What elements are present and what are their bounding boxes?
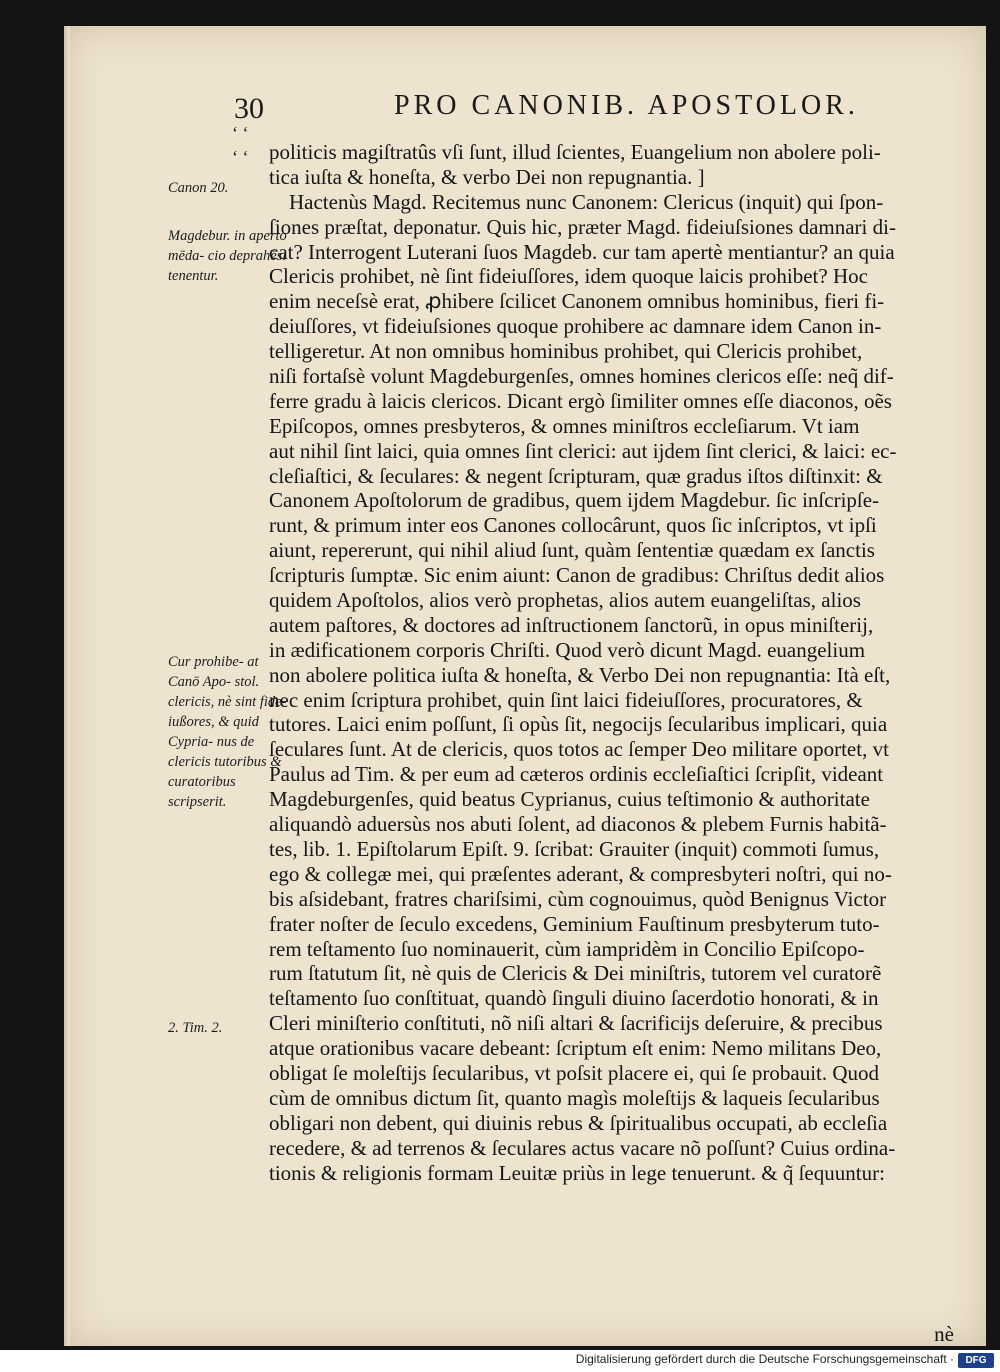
text-line: tica iuſta & honeſta, & verbo Dei non repugnantia. ] [269,164,705,189]
text-line: Hactenùs Magd. Recitemus nunc Canonem: Clericus (inquit) qui ſpon- [289,189,884,214]
text-line: ſcripturis ſumptæ. Sic enim aiunt: Canon de gradibus: Chriſtus dedit alios [269,563,885,588]
margin-note-canon: Canon 20. [168,180,229,196]
text-line: tutores. Laici enim poſſunt, ſi opùs ſit, negocijs ſecularibus implicari, quia [269,712,888,737]
text-line: Cleri miniſterio conſtituti, nõ niſi altari & ſacrificijs deſeruire, & precibus [269,1011,883,1036]
text-line: obligari non debent, qui diuinis rebus & ſpiritualibus occupati, ab eccleſia [269,1110,888,1135]
text-line: aliquandò aduersùs nos abuti ſolent, ad diaconos & plebem Furnis habitã- [269,812,887,837]
quote-mark: ‘ ‘ [232,123,249,143]
text-line: recedere, & ad terrenos & ſeculares actus vacare nõ poſſunt? Cuius ordina- [269,1135,896,1160]
text-line: quidem Apoſtolos, alios verò prophetas, alios autem euangeliſtas, alios [269,588,861,613]
text-line: politicis magiſtratûs vſi ſunt, illud ſcientes, Euangelium non abolere poli- [269,140,881,164]
text-line: Paulus ad Tim. & per eum ad cæteros ordinis eccleſiaſtici ſcripſit, videant [269,762,884,787]
text-line: cat? Interrogent Luterani ſuos Magdeb. cur tam apertè mentiantur? an quia [269,239,895,264]
text-line: in ædificationem corporis Chriſti. Quod verò dicunt Magd. euangelium [269,637,866,662]
text-line: atque orationibus vacare debeant: ſcriptum eſt enim: Nemo militans Deo, [269,1036,882,1061]
main-text [269,140,999,1185]
text-line: aiunt, repererunt, qui nihil aliud ſunt, quàm ſententiæ quædam ex ſanctis [269,538,875,563]
text-line: deiuſſores, vt fideiuſsiones quoque prohibere ac damnare idem Canon in- [269,314,882,339]
book-page [64,26,986,1346]
text-line: nec enim ſcriptura prohibet, quin ſint laici fideiuſſores, procuratores, & [269,687,863,712]
text-line: cleſiaſtici, & ſeculares: & negent ſcripturam, quæ gradus iſtos diſtinxit: & [269,463,883,488]
text-line: tionis & religionis formam Leuitæ priùs in lege tenuerunt. & q̃ ſequuntur: [269,1160,885,1185]
text-line: ego & collegæ mei, qui præſentes aderant, & compresbyteri noſtri, qui no- [269,861,892,886]
text-line: Epiſcopos, omnes presbyteros, & omnes miniſtros eccleſiarum. Vt iam [269,413,860,438]
running-head: PRO CANONIB. APOSTOLOR. [394,90,859,121]
text-line: niſi fortaſsè volunt Magdeburgenſes, omnes homines clericos eſſe: neq̃ dif- [269,364,894,389]
text-line: obligat ſe moleſtijs ſecularibus, vt poſsit placere ei, qui ſe probauit. Quod [269,1060,880,1085]
digitization-footer [0,1350,1000,1372]
text-line: ſeculares ſunt. At de clericis, quos totos ac ſemper Deo militare oportet, vt [269,737,889,762]
dfg-logo: DFG [958,1353,994,1368]
quote-mark: ‘ ‘ [232,147,249,167]
text-line: aut nihil ſint laici, quia omnes ſint clerici: aut ijdem ſint clerici, & laici: ec- [269,438,897,463]
page-header [64,90,986,134]
page-gutter-shadow [64,26,70,1346]
text-line: rum ſtatutum ſit, nè quis de Clericis & Dei miniſtris, tutorem vel curatorẽ [269,961,882,986]
margin-note-magdeburg: Magdebur. in aperto mēda- cio deprahēsi tenentur. [168,228,287,284]
text-line: telligeretur. At non omnibus hominibus prohibet, qui Clericis prohibet, [269,339,863,364]
text-line: runt, & primum inter eos Canones collocârunt, quos ſic inſcriptos, vt ipſi [269,513,877,538]
text-line: enim neceſsè erat, ꝓhibere ſcilicet Canonem omnibus hominibus, fieri fi- [269,289,885,314]
text-line: bis aſsidebant, fratres chariſsimi, cùm cognouimus, quòd Benignus Victor [269,886,887,911]
text-line: tes, lib. 1. Epiſtolarum Epiſt. 9. ſcribat: Grauiter (inquit) commoti ſumus, [269,836,880,861]
text-line: Canonem Apoſtolorum de gradibus, quem ijdem Magdebur. ſic inſcripſe- [269,488,880,513]
text-line: cùm de omnibus dictum ſit, quanto magìs moleſtijs & laqueis ſecularibus [269,1085,880,1110]
footer-credit: Digitalisierung gefördert durch die Deutsche Forschungsgemeinschaft · [575,1352,954,1366]
text-line: Clericis prohibet, nè ſint fideiuſſores, idem quoque laicis prohibet? Hoc [269,264,868,289]
margin-note-cyprian: Cur prohibe- at Canō Apo- stol. clericis, nè sint fide- iußores, & quid Cypria- nus de clericis tutoribus & curatoribus scripserit. [168,654,287,810]
catchword: nè [934,1322,954,1346]
page-number: 30 [234,92,264,125]
text-line: rem teſtamento ſuo nominauerit, cùm iampridèm in Concilio Epiſcopo- [269,936,865,961]
text-line: teſtamento ſuo conſtituat, quandò ſinguli diuino ſacerdotio honorati, & in [269,986,879,1011]
text-line: Magdeburgenſes, quid beatus Cyprianus, cuius teſtimonio & authoritate [269,787,870,812]
margin-note-reference: 2. Tim. 2. [168,1020,223,1036]
text-line: frater noſter de ſeculo excedens, Geminium Fauſtinum presbyterum tuto- [269,911,880,936]
text-line: ferre gradu à laicis clericos. Dicant ergò ſimiliter omnes eſſe diaconos, oẽs [269,388,892,413]
text-line: ſiones præſtat, deponatur. Quis hic, præter Magd. fideiuſsiones damnari di- [269,214,896,239]
text-line: non abolere politica iuſta & honeſta, & Verbo Dei non repugnantia: Ità eſt, [269,662,891,687]
text-line: autem paſtores, & doctores ad inſtructionem ſanctorũ, in opus miniſterij, [269,612,874,637]
